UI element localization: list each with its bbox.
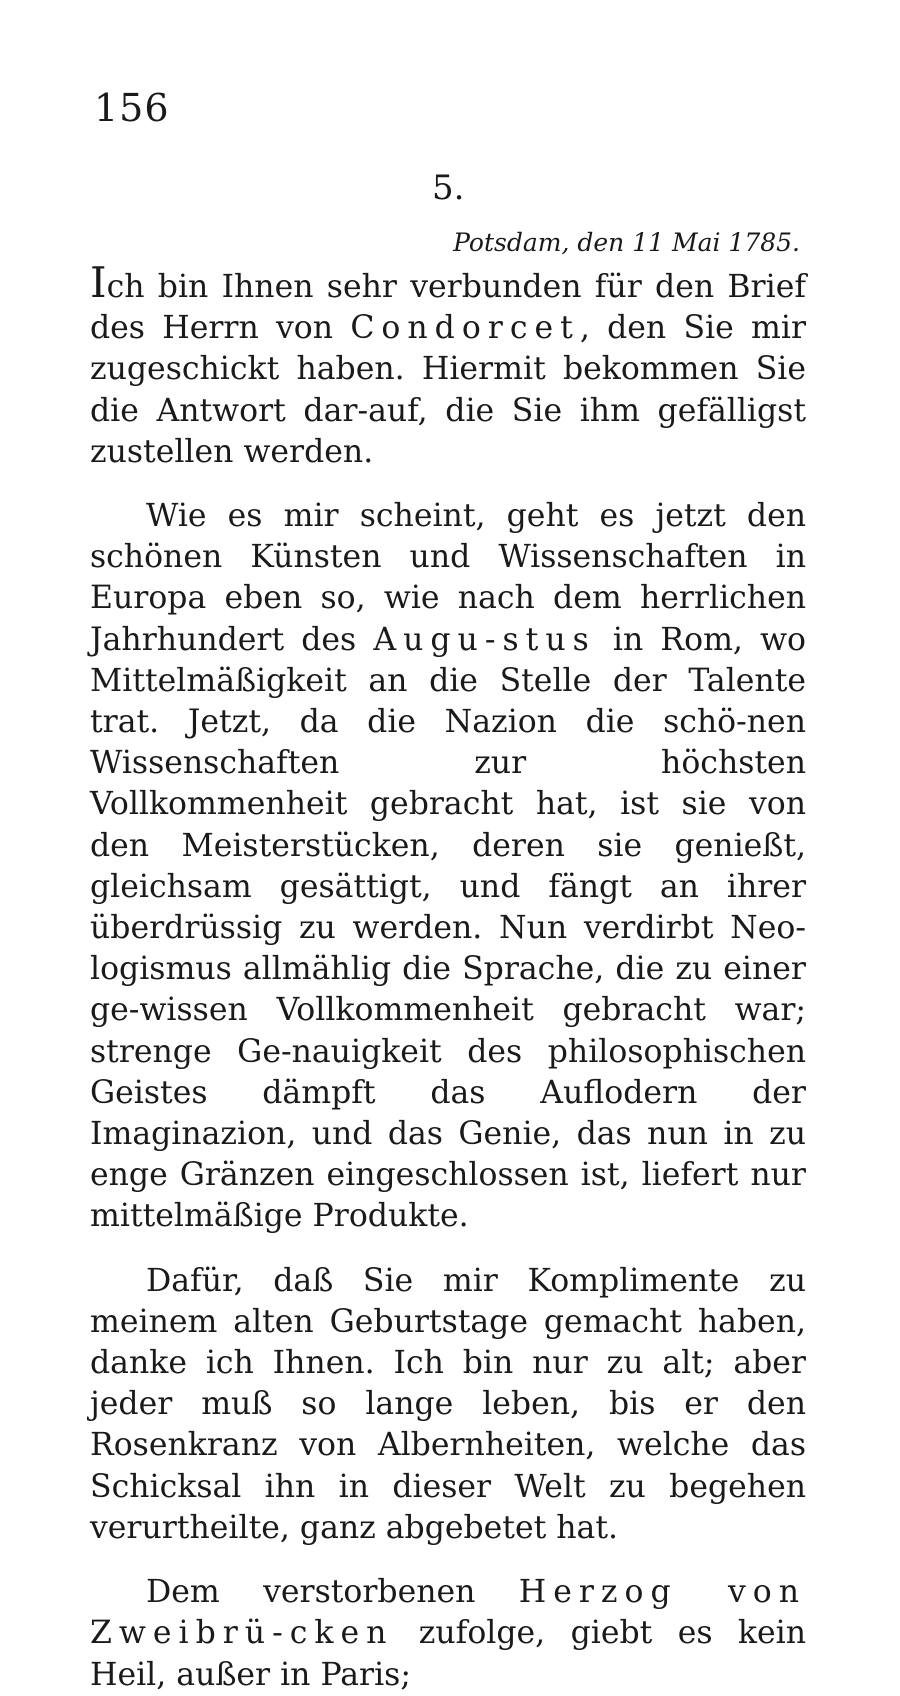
name-condorcet: Condorcet	[350, 310, 580, 347]
paragraph-1-text-b: , den Sie mir zugeschickt haben. Hiermit bekommen Sie die Antwort dar-auf, die Sie ihm gefälligst zustellen werden.	[90, 310, 806, 470]
paragraph-3-text: Dafür, daß Sie mir Komplimente zu meinem alten Geburtstage gemacht haben, danke ich Ihnen. Ich bin nur zu alt; aber jeder muß so lange leben, bis er den Rosenkranz von Albernheiten, welche das Schicksal ihn in dieser Welt zu begehen verurtheilte, ganz abgebetet hat.	[90, 1262, 806, 1546]
paragraph-4	[90, 1572, 806, 1696]
paragraph-4-text-b: zufolge, giebt es kein Heil, außer in Paris;	[90, 1615, 806, 1693]
page-number: 156	[94, 86, 170, 130]
letter-dateline: Potsdam, den 11 Mai 1785.	[453, 228, 800, 257]
letter-number: 5.	[432, 168, 465, 208]
name-augustus: Augu-stus	[373, 621, 596, 658]
paragraph-2-text-a: Wie es mir scheint, geht es jetzt den schönen Künsten und Wissenschaften in Europa eben so, wie nach dem herrlichen Jahrhundert des	[90, 498, 806, 658]
initial-letter: I	[90, 258, 107, 307]
paragraph-4-text-a: Dem verstorbenen	[146, 1574, 519, 1611]
paragraph-3	[90, 1261, 806, 1549]
paragraph-2-text-b: in Rom, wo Mittelmäßigkeit an die Stelle der Talente trat. Jetzt, da die Nazion die schö-nen Wissenschaften zur höchsten Vollkommenheit gebracht hat, ist sie von den Meisterstücken, deren sie genießt, gleichsam gesättigt, und fängt an ihrer überdrüssig zu werden. Nun verdirbt Neo-logismus allmählig die Sprache, die zu einer ge-wissen Vollkommenheit gebracht war; strenge Ge-nauigkeit des philosophischen Geistes dämpft das Auflodern der Imaginazion, und das Genie, das nun in zu enge Gränzen eingeschlossen ist, liefert nur mittelmäßige Produkte.	[90, 621, 806, 1235]
paragraph-1	[90, 258, 806, 473]
paragraph-1-text-a: ch bin Ihnen sehr verbunden für den Brief des Herrn von	[90, 269, 806, 347]
letter-body	[90, 258, 806, 1696]
name-herzog-von-zweibruecken: Herzog von Zweibrü-cken	[90, 1574, 806, 1652]
paragraph-2	[90, 496, 806, 1238]
